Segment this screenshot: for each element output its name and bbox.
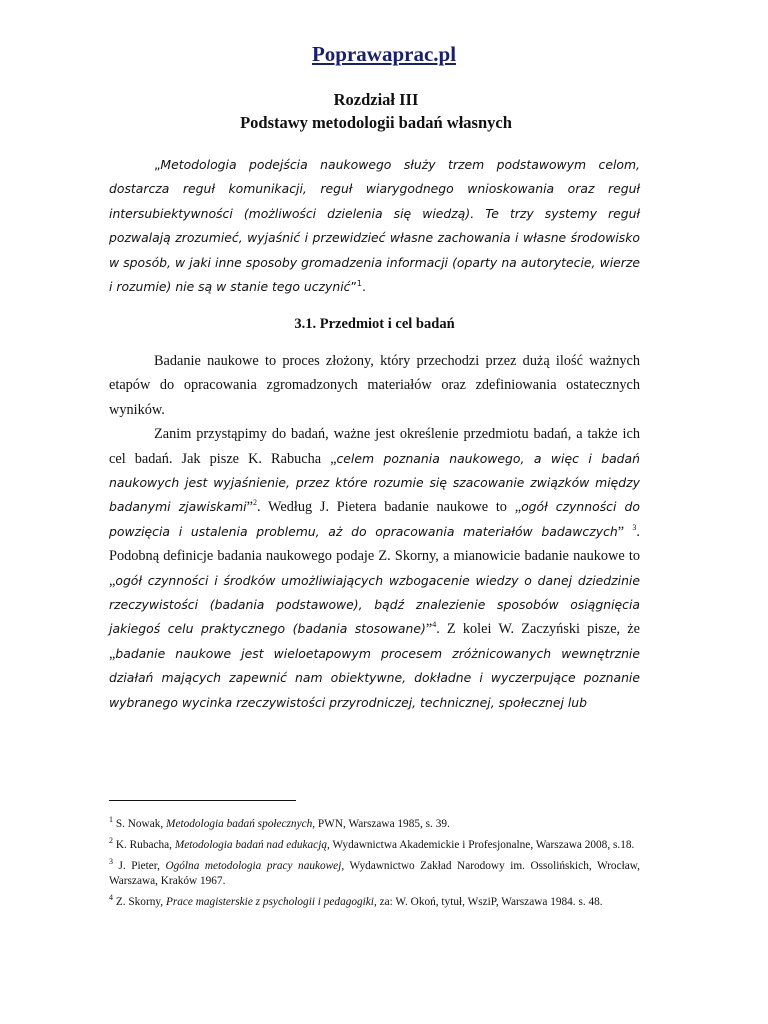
footnote-ref: 3 (632, 523, 637, 533)
chapter-heading (0, 88, 752, 134)
footnote: $^2$ K. Rubacha, Metodologia badań nad edukacją, Wydawnictwa Akademickie i Profesjonalne, Warszawa 2008, s.18. (109, 836, 635, 851)
quotation: ogół czynności do powzięcia i ustalenia problemu, aż do opracowania materiałów badawczych (109, 499, 641, 539)
footnote-ref: 1 (356, 278, 362, 288)
footnote-ref: 2 (252, 498, 257, 508)
chapter-label: Rozdział III (333, 90, 419, 109)
intro-quote: „Metodologia podejścia naukowego służy trzem podstawowym celom, dostarcza reguł komunikacji, reguł wiarygodnego wnioskowania oraz reguł intersubiektywności (możliwości dzielenia się wiedzą). Te trzy systemy reguł pozwalają zrozumieć, wyjaśnić i przewidzieć własne zachowania i własne środowisko w sposób, w jaki inne sposoby gromadzenia informacji (oparty na autorytecie, wierze i rozumie) nie są w stanie tego uczynić”$^1$. (109, 157, 640, 295)
quotation: celem poznania naukowego, a więc i badań naukowych jest wyjaśnienie, przez które rozumie się szacowanie związków między badanymi zjawiskami (109, 450, 640, 515)
section-body (109, 349, 640, 715)
quotation: badanie naukowe jest wieloetapowym procesem zróżnicowanych wewnętrznie działań mających zapewnić nam obiektywne, dokładne i wyczerpujące poznanie wybranego wycinka rzeczywistości przyrodniczej, technicznej, społecznej lub (109, 645, 640, 710)
section-heading: 3.1. Przedmiot i cel badań (294, 316, 455, 332)
paragraph: Zanim przystąpimy do badań, ważne jest określenie przedmiotu badań, a także ich cel badań. Jak pisze K. Rabucha „celem poznania naukowego, a więc i badań naukowych jest wyjaśnienie, przez które rozumie się szacowanie związków między badanymi zjawiskami”$^2$. Według J. Pietera badanie naukowe to „ogół czynności do powzięcia i ustalenia problemu, aż do opracowania materiałów badawczych” $^3$. Podobną definicje badania naukowego podaje Z. Skorny, a mianowicie badanie naukowe to „ogół czynności i środków umożliwiających wzbogacenie wiedzy o danej dziedzinie rzeczywistości (badania podstawowe), bądź znalezienie sposobów osiągnięcia jakiegoś celu praktycznego (badania stosowane)”$^4$. Z kolei W. Zaczyński pisze, że „badanie naukowe jest wieloetapowym procesem zróżnicowanych wewnętrznie działań mających zapewnić nam obiektywne, dokładne i wyczerpujące poznanie wybranego wycinka rzeczywistości przyrodniczej, technicznej, społecznej lub (109, 426, 641, 710)
site-brand-link[interactable]: Poprawaprac.pl (311, 42, 457, 66)
chapter-title: Podstawy metodologii badań własnych (240, 113, 512, 132)
intro-quote-text: Metodologia podejścia naukowego służy trzem podstawowym celom, dostarcza reguł komunikacji, reguł wiarygodnego wnioskowania oraz reguł intersubiektywności (możliwości dzielenia się wiedzą). Te trzy systemy reguł pozwalają zrozumieć, wyjaśnić i przewidzieć własne zachowania i własne środowisko w sposób, w jaki inne sposoby gromadzenia informacji (oparty na autorytecie, wierze i rozumie) nie są w stanie tego uczynić (109, 157, 640, 295)
footnote-separator (109, 800, 296, 801)
footnote-ref: 4 (432, 620, 437, 630)
quotation: ogół czynności i środków umożliwiających wzbogacenie wiedzy o danej dziedzinie rzeczywistości (badania podstawowe), bądź znalezienie sposobów osiągnięcia jakiegoś celu praktycznego (badania stosowane) (109, 572, 640, 637)
footnote: $^4$ Z. Skorny, Prace magisterskie z psychologii i pedagogiki, za: W. Okoń, tytuł, WsziP, Warszawa 1984. s. 48. (109, 893, 603, 908)
footnote: $^3$ J. Pieter, Ogólna metodologia pracy naukowej, Wydawnictwo Zakład Narodowy im. Ossolińskich, Wrocław, Warszawa, Kraków 1967. (109, 857, 640, 887)
footnotes (109, 817, 640, 916)
footnote: $^1$ S. Nowak, Metodologia badań społecznych, PWN, Warszawa 1985, s. 39. (109, 815, 450, 830)
paragraph: Badanie naukowe to proces złożony, który przechodzi przez dużą ilość ważnych etapów do opracowania zgromadzonych materiałów oraz zdefiniowania ostatecznych wyników. (109, 353, 640, 418)
